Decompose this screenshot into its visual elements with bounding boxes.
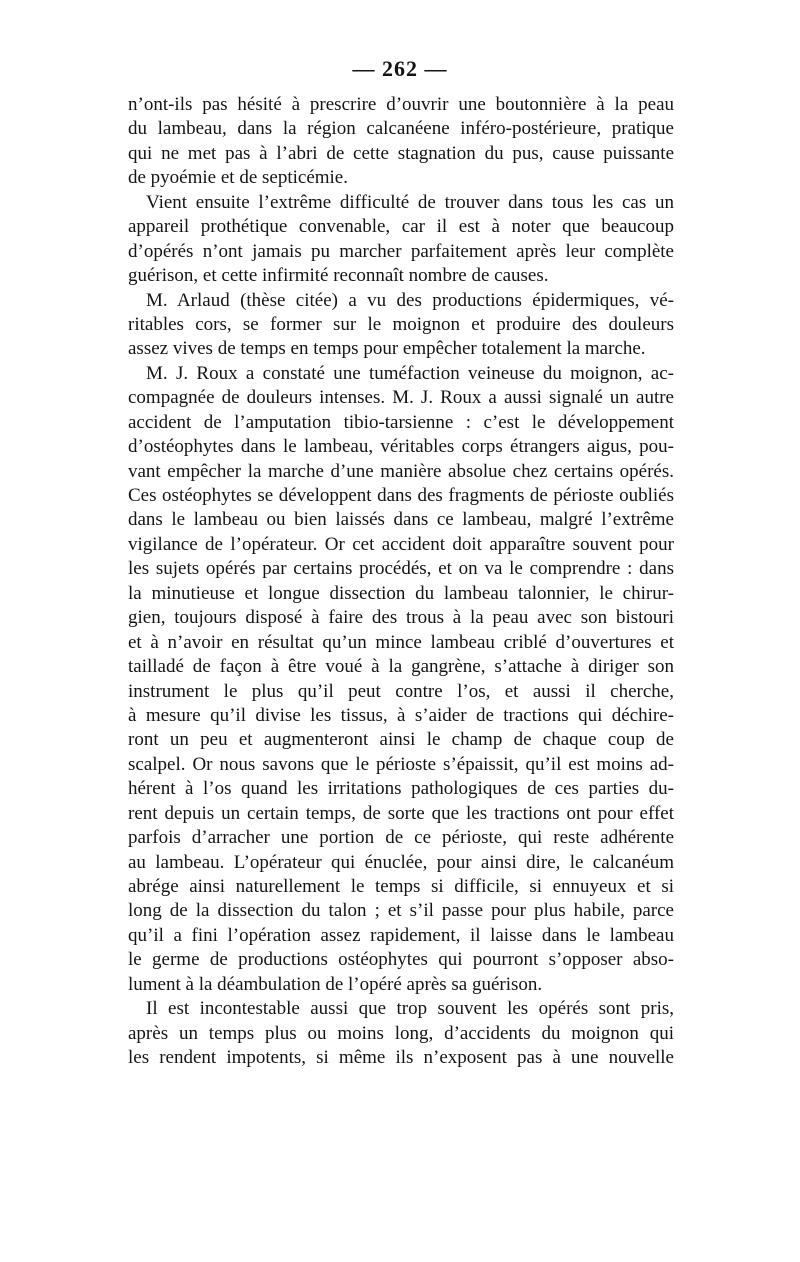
text-line: accident de l’amputation tibio-tarsienne : c’est le développement [128, 411, 674, 433]
page-number: — 262 — [352, 56, 448, 81]
text-line: vant empêcher la marche d’une manière absolue chez certains opérés. [128, 460, 674, 482]
text-line: M. Arlaud (thèse citée) a vu des productions épidermiques, vé- [146, 289, 674, 311]
text-line: vigilance de l’opérateur. Or cet accident doit apparaître souvent pour [128, 533, 674, 555]
text-line: rent depuis un certain temps, de sorte que les tractions ont pour effet [128, 802, 674, 824]
text-line: qui ne met pas à l’abri de cette stagnation du pus, cause puissante [128, 142, 674, 164]
text-line: d’ostéophytes dans le lambeau, véritables corps étrangers aigus, pou- [128, 436, 674, 458]
text-line: ritables cors, se former sur le moignon et produire des douleurs [128, 313, 674, 335]
text-line: dans le lambeau ou bien laissés dans ce lambeau, malgré l’extrême [128, 509, 674, 531]
text-line: appareil prothétique convenable, car il est à noter que beaucoup [128, 216, 674, 238]
text-line: abrége ainsi naturellement le temps si difficile, si ennuyeux et si [128, 876, 674, 897]
text-line: lument à la déambulation de l’opéré après sa guérison. [128, 973, 543, 995]
text-line: les rendent impotents, si même ils n’exposent pas à une nouvelle [128, 1047, 674, 1069]
text-line: Vient ensuite l’extrême difficulté de trouver dans tous les cas un [146, 191, 674, 213]
text-line: du lambeau, dans la région calcanéene inféro-postérieure, pratique [128, 118, 674, 140]
body-text [128, 93, 674, 1071]
text-line: n’ont-ils pas hésité à prescrire d’ouvrir une boutonnière à la peau [128, 94, 674, 115]
text-line: après un temps plus ou moins long, d’accidents du moignon qui [128, 1022, 674, 1044]
text-line: à mesure qu’il divise les tissus, à s’aider de tractions qui déchire- [128, 704, 674, 726]
text-line: et à n’avoir en résultat qu’un mince lambeau criblé d’ouvertures et [128, 631, 674, 653]
text-line: le germe de productions ostéophytes qui pourront s’opposer abso- [128, 949, 674, 971]
text-line: les sujets opérés par certains procédés, et on va le comprendre : dans [128, 558, 674, 580]
text-line: scalpel. Or nous savons que le périoste s’épaissit, qu’il est moins ad- [128, 753, 674, 775]
text-line: qu’il a fini l’opération assez rapidement, il laisse dans le lambeau [128, 924, 674, 946]
text-line: guérison, et cette infirmité reconnaît nombre de causes. [128, 265, 549, 287]
text-line: d’opérés n’ont jamais pu marcher parfaitement après leur complète [128, 240, 674, 262]
text-line: tailladé de façon à être voué à la gangrène, s’attache à diriger son [128, 656, 674, 678]
text-line: compagnée de douleurs intenses. M. J. Roux a aussi signalé un autre [128, 387, 674, 409]
text-line: ront un peu et augmenteront ainsi le champ de chaque coup de [128, 729, 674, 751]
text-line: la minutieuse et longue dissection du lambeau talonnier, le chirur- [128, 582, 674, 604]
text-line: parfois d’arracher une portion de ce périoste, qui reste adhérente [128, 827, 674, 849]
text-line: de pyoémie et de septicémie. [128, 167, 348, 189]
text-line: long de la dissection du talon ; et s’il passe pour plus habile, parce [128, 900, 674, 922]
text-line: Il est incontestable aussi que trop souvent les opérés sont pris, [146, 998, 674, 1020]
text-line: Ces ostéophytes se développent dans des fragments de périoste oubliés [128, 485, 674, 506]
text-line: gien, toujours disposé à faire des trous à la peau avec son bistouri [128, 607, 674, 629]
text-line: assez vives de temps en temps pour empêcher totalement la marche. [128, 338, 646, 360]
text-line: hérent à l’os quand les irritations pathologiques de ces parties du- [128, 778, 674, 800]
text-line: instrument le plus qu’il peut contre l’os, et aussi il cherche, [128, 680, 674, 702]
text-line: M. J. Roux a constaté une tuméfaction veineuse du moignon, ac- [146, 362, 674, 384]
text-line: au lambeau. L’opérateur qui énuclée, pour ainsi dire, le calcanéum [128, 851, 674, 873]
